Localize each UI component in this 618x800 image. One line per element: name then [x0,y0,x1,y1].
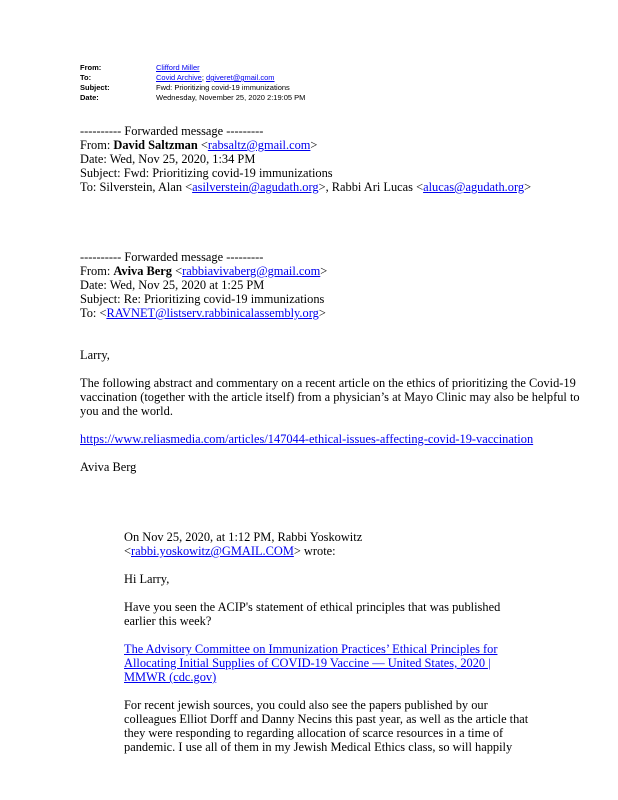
forward1-from-line: From: David Saltzman <rabsaltz@gmail.com> [80,138,318,152]
subject-label: Subject: [80,83,110,92]
subject-value: Fwd: Prioritizing covid-19 immunizations [156,83,290,92]
to-separator: ; [201,73,207,82]
header-row-to [80,73,305,83]
forward1-sender-email-link[interactable]: rabsaltz@gmail.com [207,138,311,152]
forward-divider-2: ---------- Forwarded message --------- [80,250,264,264]
forward2-from-line: From: Aviva Berg <rabbiavivaberg@gmail.com> [80,264,328,278]
forward2-subject-line: Subject: Re: Prioritizing covid-19 immunizations [80,292,325,306]
forward1-to-line: To: Silverstein, Alan <asilverstein@agudath.org>, Rabbi Ari Lucas <alucas@agudath.org> [80,180,532,194]
forwarded-block-2 [80,250,580,320]
from-value-link[interactable]: Clifford Miller [156,63,200,72]
forward2-date-line: Date: Wed, Nov 25, 2020 at 1:25 PM [80,278,265,292]
body-paragraph-1: The following abstract and commentary on a recent article on the ethics of prioritizing the Covid-19 vaccination (together with the article itself) from a physician’s at Mayo Clinic may also be helpful to you and the world. [80,376,580,418]
forward-divider-1: ---------- Forwarded message --------- [80,124,264,138]
acip-mmwr-link[interactable]: The Advisory Committee on Immunization Practices’ Ethical Principles for Allocating Initial Supplies of COVID-19 Vaccine — United States, 2020 | MMWR (cdc.gov) [124,642,498,684]
forward1-to-email-link-2[interactable]: alucas@agudath.org [423,180,525,194]
email-header [80,63,305,103]
from-label: From: [80,63,102,72]
forward2-to-line: To: <RAVNET@listserv.rabbinicalassembly.org> [80,306,326,320]
forwarded-block-1 [80,124,580,194]
forward1-subject-line: Subject: Fwd: Prioritizing covid-19 immunizations [80,166,333,180]
email-body [80,124,580,754]
to-value-link-2[interactable]: dgiveret@gmail.com [206,73,275,82]
forward2-to-email-link[interactable]: RAVNET@listserv.rabbinicalassembly.org [106,306,319,320]
forward1-to-email-link-1[interactable]: asilverstein@agudath.org [192,180,319,194]
quoted-paragraph-2: For recent jewish sources, you could also see the papers published by our colleagues Elliot Dorff and Danny Necins this past year, as well as the article that they were responding to regarding allocation of scarce resources in a time of pandemic. I use all of them in my Jewish Medical Ethics class, so will happily [124,698,529,754]
forward2-sender-email-link[interactable]: rabbiavivaberg@gmail.com [182,264,321,278]
header-row-date [80,93,305,103]
header-row-from [80,63,305,73]
body-greeting: Larry, [80,348,110,362]
quoted-attribution-line-2: <rabbi.yoskowitz@GMAIL.COM> wrote: [124,544,336,558]
to-value-link-1[interactable]: Covid Archive [156,73,202,82]
header-row-subject [80,83,305,93]
quoted-paragraph-1: Have you seen the ACIP's statement of ethical principles that was published earlier this week? [124,600,501,628]
quoted-author-email-link[interactable]: rabbi.yoskowitz@GMAIL.COM [131,544,294,558]
quoted-attribution-line-1: On Nov 25, 2020, at 1:12 PM, Rabbi Yoskowitz [124,530,363,544]
forward1-date-line: Date: Wed, Nov 25, 2020, 1:34 PM [80,152,256,166]
to-label: To: [80,73,92,82]
body-signature: Aviva Berg [80,460,137,474]
date-value: Wednesday, November 25, 2020 2:19:05 PM [156,93,306,102]
forward2-sender-name: Aviva Berg [113,264,173,278]
quoted-greeting: Hi Larry, [124,572,170,586]
date-label: Date: [80,93,99,102]
reliasmedia-article-link[interactable]: https://www.reliasmedia.com/articles/147044-ethical-issues-affecting-covid-19-vaccination [80,432,534,446]
forward1-sender-name: David Saltzman [113,138,198,152]
quoted-message [124,530,534,754]
